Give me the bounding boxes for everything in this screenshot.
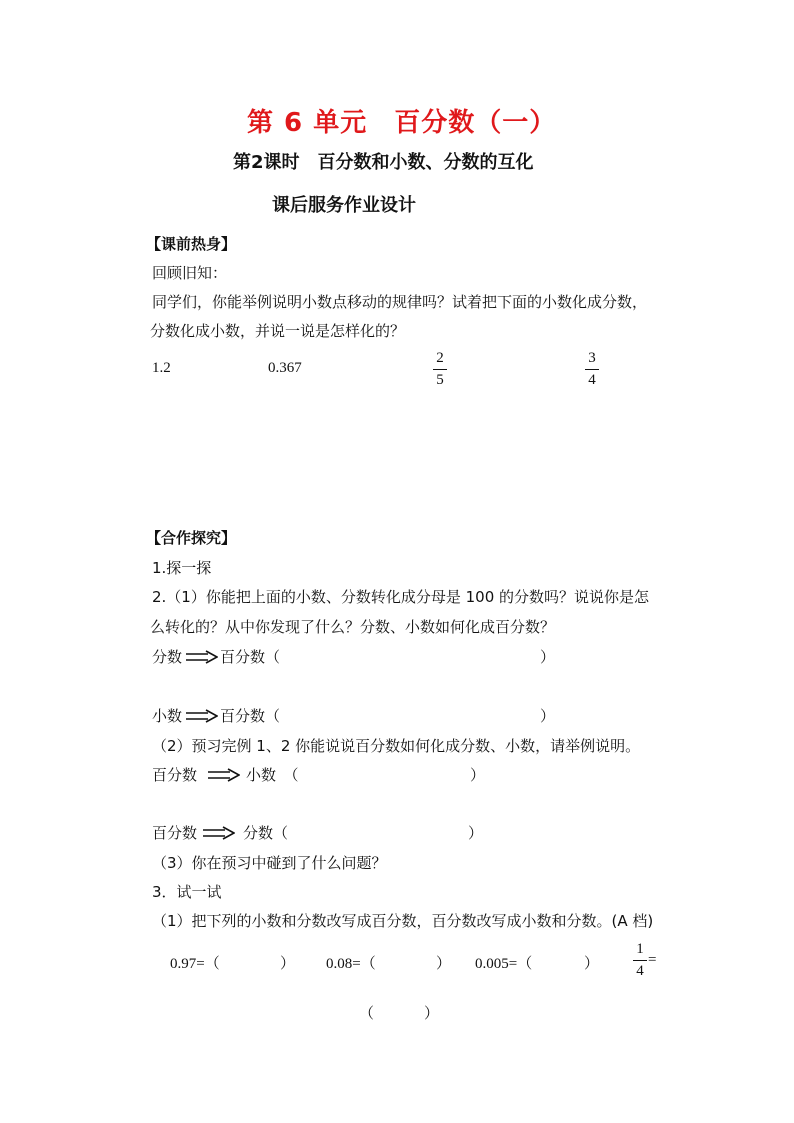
- explore-part-2: （2）预习完例 1、2 你能说说百分数如何化成分数、小数，请举例说明。: [152, 737, 641, 755]
- close-paren: ）: [584, 954, 600, 972]
- answer-open-paren: （: [359, 1004, 375, 1022]
- explore-item-1: 1.探一探: [152, 559, 212, 577]
- row-percent-label: 百分数: [152, 766, 198, 784]
- fraction-one-quarter: [633, 942, 647, 979]
- fraction-numerator: 1: [636, 941, 644, 957]
- fraction-denominator: 4: [588, 372, 596, 388]
- double-arrow-icon: [186, 709, 218, 723]
- warmup-heading: 【课前热身】: [146, 235, 237, 253]
- unit-title: 第 6 单元 百分数（一）: [247, 108, 557, 138]
- row-fraction-to-percent: 百分数（: [220, 648, 281, 666]
- explore-item-2-line2: 么转化的？从中你发现了什么？分数、小数如何化成百分数？: [150, 618, 556, 636]
- row-percent-to-fraction: 分数（: [243, 824, 289, 842]
- explore-heading: 【合作探究】: [146, 529, 237, 547]
- lesson-title: 第2课时 百分数和小数、分数的互化: [233, 152, 534, 173]
- row-fraction-label: 分数: [152, 648, 183, 666]
- close-paren: ）: [540, 648, 556, 666]
- trial-instruction: （1）把下列的小数和分数改写成百分数，百分数改写成小数和分数。(A 档): [152, 912, 654, 930]
- row-percent-label: 百分数: [152, 824, 198, 842]
- row-decimal-to-percent: 百分数（: [220, 707, 281, 725]
- row-percent-to-decimal: 小数 （: [246, 766, 299, 784]
- warmup-question-line1: 同学们，你能举例说明小数点移动的规律吗？试着把下面的小数化成分数，: [152, 293, 648, 311]
- close-paren: ）: [470, 766, 486, 784]
- fraction-denominator: 4: [636, 963, 644, 979]
- row-decimal-label: 小数: [152, 707, 183, 725]
- close-paren: ）: [540, 707, 556, 725]
- trial-heading: 3．试一试: [152, 883, 222, 901]
- fraction-numerator: 3: [588, 350, 596, 366]
- blank-decimal-0005: 0.005=（: [475, 956, 533, 972]
- double-arrow-icon: [208, 768, 240, 782]
- decimal-1: 1.2: [152, 360, 171, 376]
- blank-decimal-008: 0.08=（: [326, 956, 376, 972]
- design-title: 课后服务作业设计: [272, 195, 416, 216]
- blank-decimal-097: 0.97=（: [170, 956, 220, 972]
- fraction-three-quarters: [585, 351, 599, 388]
- close-paren: ）: [468, 824, 484, 842]
- decimal-2: 0.367: [268, 360, 302, 376]
- warmup-question-line2: 分数化成小数，并说一说是怎样化的？: [150, 322, 406, 340]
- double-arrow-icon: [186, 650, 218, 664]
- answer-close-paren: ）: [424, 1004, 440, 1022]
- review-label: 回顾旧知：: [152, 264, 228, 282]
- explore-item-2-line1: 2.（1）你能把上面的小数、分数转化成分母是 100 的分数吗？说说你是怎: [152, 588, 650, 606]
- explore-part-3: （3）你在预习中碰到了什么问题？: [152, 854, 387, 872]
- equals-sign: =: [648, 952, 657, 968]
- close-paren: ）: [436, 954, 452, 972]
- fraction-two-fifths: [433, 351, 447, 388]
- close-paren: ）: [280, 954, 296, 972]
- fraction-numerator: 2: [436, 350, 444, 366]
- fraction-denominator: 5: [436, 372, 444, 388]
- double-arrow-icon: [203, 826, 235, 840]
